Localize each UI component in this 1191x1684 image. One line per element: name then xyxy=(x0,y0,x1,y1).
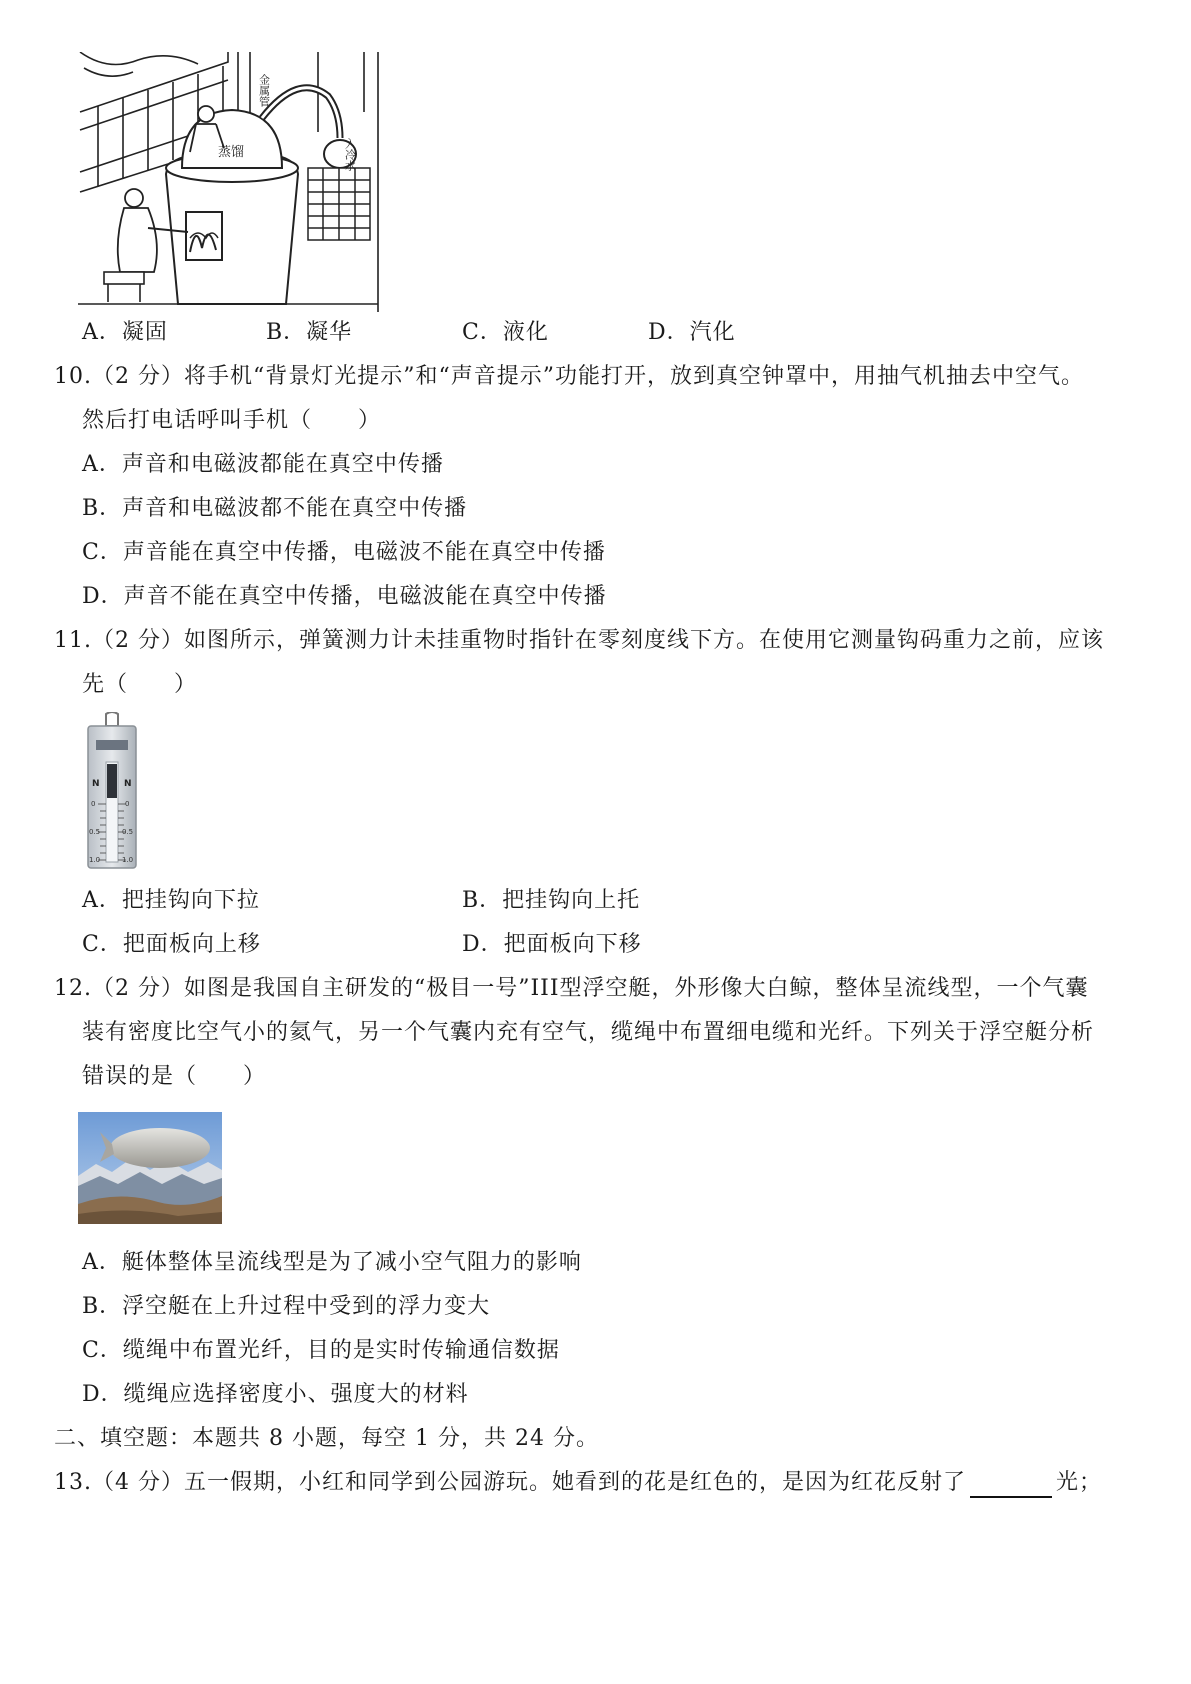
q13-answer-blank[interactable] xyxy=(970,1474,1052,1498)
q9-option-c: C．液化 xyxy=(462,320,549,345)
q9-option-a: A．凝固 xyxy=(82,320,168,345)
q13-stem xyxy=(54,1468,1102,1498)
scale-unit-right: N xyxy=(124,779,132,789)
q10-option-b: B．声音和电磁波都不能在真空中传播 xyxy=(82,496,468,521)
q10-option-a: A．声音和电磁波都能在真空中传播 xyxy=(82,452,444,477)
scale-unit-left: N xyxy=(92,779,100,789)
vessel-label: 蒸馏 xyxy=(218,145,245,160)
q11-option-b: B．把挂钩向上托 xyxy=(462,888,641,913)
distillation-figure xyxy=(78,52,388,312)
spring-scale-figure xyxy=(82,712,142,872)
scale-tick-0-right: 0 xyxy=(125,800,130,808)
q10-stem-line2: 然后打电话呼叫手机（ ） xyxy=(82,408,382,433)
q12-option-c: C．缆绳中布置光纤，目的是实时传输通信数据 xyxy=(82,1338,560,1363)
q11-option-a: A．把挂钩向下拉 xyxy=(82,888,260,913)
q10-stem-line1: 10.（2 分）将手机“背景灯光提示”和“声音提示”功能打开，放到真空钟罩中，用抽气机抽去中空气。 xyxy=(54,364,1084,389)
q13-stem-before: 13.（4 分）五一假期，小红和同学到公园游玩。她看到的花是红色的，是因为红花反射了 xyxy=(54,1470,966,1495)
q12-stem-line2: 装有密度比空气小的氦气，另一个气囊内充有空气，缆绳中布置细电缆和光纤。下列关于浮空艇分析 xyxy=(82,1020,1095,1045)
q10-option-c: C．声音能在真空中传播，电磁波不能在真空中传播 xyxy=(82,540,606,565)
scale-tick-05: 0.5 xyxy=(89,828,101,836)
q12-option-b: B．浮空艇在上升过程中受到的浮力变大 xyxy=(82,1294,491,1319)
q12-option-a: A．艇体整体呈流线型是为了减小空气阻力的影响 xyxy=(82,1250,582,1275)
airship-photo xyxy=(78,1112,222,1224)
scale-tick-0: 0 xyxy=(91,800,96,808)
q12-stem-line1: 12.（2 分）如图是我国自主研发的“极目一号”III型浮空艇，外形像大白鲸，整体呈流线型，一个气囊 xyxy=(54,976,1089,1001)
q11-option-c: C．把面板向上移 xyxy=(82,932,261,957)
side-label: 入冷水 xyxy=(343,138,357,171)
q12-stem-line3: 错误的是（ ） xyxy=(82,1064,267,1089)
scale-tick-10-right: 1.0 xyxy=(122,856,134,864)
q11-stem-line1: 11.（2 分）如图所示，弹簧测力计未挂重物时指针在零刻度线下方。在使用它测量钩码重力之前，应该 xyxy=(54,628,1104,653)
scale-tick-05-right: 0.5 xyxy=(122,828,134,836)
q11-stem-line2: 先（ ） xyxy=(82,672,198,697)
section2-heading: 二、填空题：本题共 8 小题，每空 1 分，共 24 分。 xyxy=(54,1426,599,1451)
q13-stem-after: 光； xyxy=(1055,1470,1102,1495)
q9-option-d: D．汽化 xyxy=(648,320,736,345)
pipe-label: 金属管 xyxy=(257,74,271,107)
q10-option-d: D．声音不能在真空中传播，电磁波能在真空中传播 xyxy=(82,584,607,609)
q11-option-d: D．把面板向下移 xyxy=(462,932,642,957)
q9-option-b: B．凝华 xyxy=(266,320,353,345)
q12-option-d: D．缆绳应选择密度小、强度大的材料 xyxy=(82,1382,469,1407)
scale-tick-10: 1.0 xyxy=(89,856,101,864)
